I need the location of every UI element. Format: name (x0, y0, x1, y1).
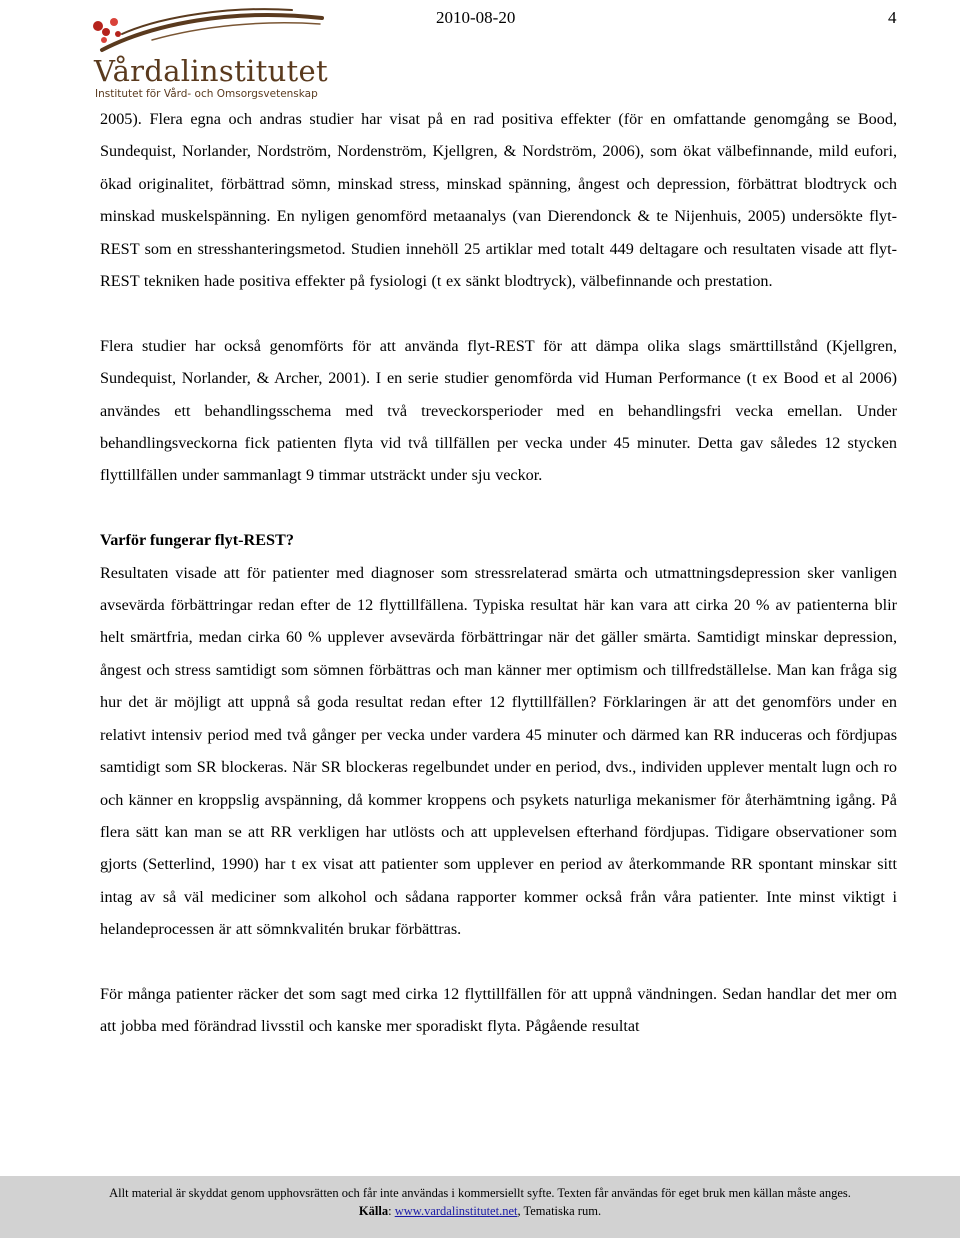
source-line: Källa: www.vardalinstitutet.net, Tematiska rum. (358, 1204, 602, 1218)
paragraph-3: Resultaten visade att för patienter med diagnoser som stressrelaterad smärta och utmattningsdepression sker vanligen avsevärda förbättringar redan efter de 12 flyttillfällena. Typiska resultat här kan vara att cirka 20 % av patienterna blir helt smärtfria, medan cirka 60 % upplever avsevärda förbättringar när det gäller smärta. Samtidigt minskar depression, ångest och stress samtidigt som sömnen förbättras och man känner mer optimism och tillfredställelse. Man kan fråga sig hur det är möjligt att uppnå så goda resultat redan efter 12 flyttillfällen? Förklaringen är att det genomförs under en relativt intensiv period med två gånger per vecka under vardera 45 minuter och därmed kan RR induceras och fördjupas samtidigt som SR blockeras. När SR blockeras regelbundet under en period, dvs., individen upplever mentalt lugn och ro och känner en kroppslig avspänning, då kommer kroppens och psykets naturliga mekanismer för återhämtning igång. På flera sätt kan man se att RR verkligen har utlösts och att upplevelsen efterhand fördjupas. Tidigare observationer som gjorts (Setterlind, 1990) har t ex visat att patienter som upplever en period av återkommande RR spontant minskar sitt intag av så väl mediciner som alkohol och sådana rapporter kommer också från våra patienter. Inte minst viktigt i helandeprocessen är att sömnkvalitén brukar förbättras. (100, 563, 897, 939)
vardalinstitutet-logo (92, 4, 332, 104)
copyright-notice: Allt material är skyddat genom upphovsrätten och får inte användas i kommersiellt syfte. Texten får användas för eget bruk men källan måste anges. (109, 1186, 851, 1200)
source-link[interactable]: www.vardalinstitutet.net (394, 1204, 518, 1218)
paragraph-2: Flera studier har också genomförts för att använda flyt-REST för att dämpa olika slags smärttillstånd (Kjellgren, Sundequist, Norlander, & Archer, 2001). I en serie studier genomförda vid Human Performance (t ex Bood et al 2006) användes ett behandlingsschema med två treveckorsperioder med en behandlingsfri vecka emellan. Under behandlingsveckorna fick patienten flyta vid två tillfällen per vecka under 45 minuter. Detta gav således 12 stycken flyttillfällen under sammanlagt 9 timmar utsträckt under sju veckor. (100, 336, 897, 485)
section-heading: Varför fungerar flyt-REST? (100, 531, 294, 550)
source-suffix: , Tematiska rum. (517, 1204, 602, 1218)
logo-subtitle: Institutet för Vård- och Omsorgsvetenskap (95, 88, 318, 100)
paragraph-1: 2005). Flera egna och andras studier har visat på en rad positiva effekter (för en omfattande genomgång se Bood, Sundequist, Norlander, Nordström, Nordenström, Kjellgren, & Nordström, 2006), som ökat välbefinnande, mild eufori, ökad originalitet, förbättrad sömn, minskad stress, minskad spänning, ångest och depression, förbättrat blodtryck och minskad muskelspänning. En nyligen genomförd metaanalys (van Dierendonck & te Nijenhuis, 2005) undersökte flyt-REST som en stresshanteringsmetod. Studien innehöll 25 artiklar med totalt 449 deltagare och resultaten visade att flyt-REST tekniken hade positiva effekter på fysiologi (t ex sänkt blodtryck), välbefinnande och prestation. (100, 110, 897, 291)
page-number: 4 (888, 8, 897, 27)
page-header (0, 0, 960, 110)
header-date: 2010-08-20 (436, 8, 516, 27)
paragraph-4: För många patienter räcker det som sagt med cirka 12 flyttillfällen för att uppnå vändningen. Sedan handlar det mer om att jobba med förändrad livsstil och kanske mer sporadiskt flyta. Pågående resultat (100, 984, 897, 1036)
source-label: Källa (358, 1204, 389, 1218)
page-footer (0, 1176, 960, 1238)
document-body (100, 103, 897, 1043)
logo-wordmark: Vårdalinstitutet (94, 54, 328, 88)
